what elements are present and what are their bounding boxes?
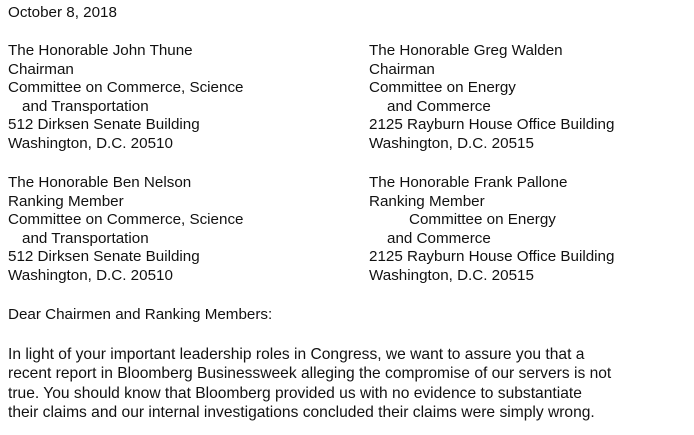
body-line: true. You should know that Bloomberg provided us with no evidence to substantiate	[8, 384, 582, 402]
addressee-street: 2125 Rayburn House Office Building	[369, 116, 615, 134]
body-line: In light of your important leadership roles in Congress, we want to assure you that a	[8, 346, 585, 363]
addressee-title: Ranking Member	[8, 192, 124, 210]
addressee-walden	[369, 42, 614, 154]
addressee-city: Washington, D.C. 20515	[369, 134, 534, 152]
addressee-committee-cont: and Commerce	[387, 97, 491, 115]
addressee-committee: Committee on Energy	[369, 79, 516, 97]
addressee-title: Chairman	[8, 60, 74, 78]
addressee-title: Ranking Member	[369, 192, 485, 210]
addressee-street: 512 Dirksen Senate Building	[8, 116, 200, 134]
addressee-name: The Honorable Greg Walden	[369, 42, 563, 59]
addressee-title: Chairman	[369, 60, 435, 78]
addressee-pallone	[369, 174, 614, 286]
addressee-name: The Honorable Frank Pallone	[369, 174, 568, 191]
addressee-city: Washington, D.C. 20510	[8, 134, 173, 152]
addressee-name: The Honorable John Thune	[8, 42, 193, 59]
addressee-thune	[8, 42, 244, 154]
body-line: their claims and our internal investigations concluded their claims were simply wrong.	[8, 404, 595, 422]
addressee-committee-cont: and Transportation	[22, 97, 149, 115]
addressee-committee: Committee on Commerce, Science	[8, 211, 244, 229]
addressee-committee: Committee on Commerce, Science	[8, 79, 244, 97]
addressee-committee-cont: and Transportation	[22, 229, 149, 247]
addressee-city: Washington, D.C. 20515	[369, 266, 534, 284]
salutation: Dear Chairmen and Ranking Members:	[8, 306, 273, 323]
addressee-committee: Committee on Energy	[409, 211, 556, 229]
letter-date: October 8, 2018	[8, 4, 117, 21]
body-paragraph	[8, 345, 690, 423]
addressee-city: Washington, D.C. 20510	[8, 266, 173, 284]
addressee-street: 512 Dirksen Senate Building	[8, 248, 200, 266]
addressee-committee-cont: and Commerce	[387, 229, 491, 247]
addressee-street: 2125 Rayburn House Office Building	[369, 248, 615, 266]
body-line: recent report in Bloomberg Businessweek alleging the compromise of our servers is not	[8, 365, 612, 383]
addressee-name: The Honorable Ben Nelson	[8, 174, 192, 191]
addressee-nelson	[8, 174, 244, 286]
